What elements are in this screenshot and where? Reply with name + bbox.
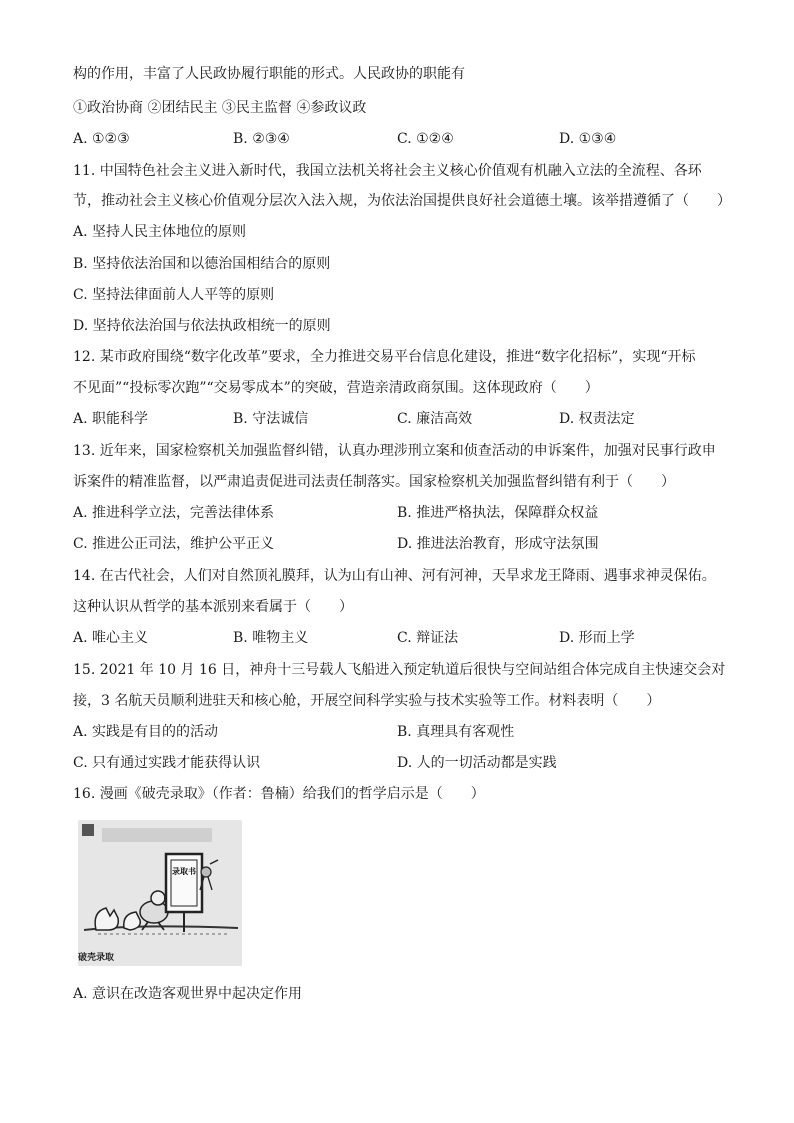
q10-text-tail: 构的作用，丰富了人民政协履行职能的形式。人民政协的职能有 <box>73 66 465 82</box>
q10-option-a[interactable]: A. ①②③ <box>73 131 130 147</box>
q11-option-d[interactable]: D. 坚持依法治国与依法执政相统一的原则 <box>73 318 331 334</box>
q15-options-row2 <box>73 753 733 773</box>
q15-option-b[interactable]: B. 真理具有客观性 <box>397 724 515 740</box>
q13-option-a[interactable]: A. 推进科学立法，完善法律体系 <box>73 505 275 521</box>
q10-items: ①政治协商 ②团结民主 ③民主监督 ④参政议政 <box>73 100 367 116</box>
q10-options <box>73 129 733 149</box>
q14-stem-line2: 这种认识从哲学的基本派别来看属于（ ） <box>73 599 353 615</box>
q12-stem-line2: 不见面”“投标零次跑”“交易零成本”的突破，营造亲清政商氛围。这体现政府（ ） <box>73 380 599 396</box>
q13-stem-line1: 13. 近年来，国家检察机关加强监督纠错，认真办理涉刑立案和侦查活动的申诉案件，加强对民事行政申 <box>73 443 716 459</box>
q13-option-c[interactable]: C. 推进公正司法，维护公平正义 <box>73 536 275 552</box>
q13-option-b[interactable]: B. 推进严格执法，保障群众权益 <box>397 505 599 521</box>
cartoon-sign-text: 录取书 <box>172 867 196 876</box>
q13-options-row2 <box>73 534 733 554</box>
q15-stem-line2: 接，3 名航天员顺利进驻天和核心舱，开展空间科学实验与技术实验等工作。材料表明（ ） <box>73 693 661 709</box>
q12-option-d[interactable]: D. 权责法定 <box>559 411 635 427</box>
q10-option-d[interactable]: D. ①③④ <box>559 131 617 147</box>
q10-option-c[interactable]: C. ①②④ <box>397 131 454 147</box>
q14-stem-line1: 14. 在古代社会，人们对自然顶礼膜拜，认为山有山神、河有河神，天旱求龙王降雨、遇事求神灵保佑。 <box>73 568 716 584</box>
q12-stem-line1: 12. 某市政府围绕“数字化改革”要求，全力推进交易平台信息化建设，推进“数字化招标”，实现“开标 <box>73 349 696 365</box>
q14-options <box>73 628 733 648</box>
q15-option-c[interactable]: C. 只有通过实践才能获得认识 <box>73 755 261 771</box>
q15-stem-line1: 15. 2021 年 10 月 16 日，神舟十三号载人飞船进入预定轨道后很快与空间站组合体完成自主快速交会对 <box>73 662 726 678</box>
q16-option-a[interactable]: A. 意识在改造客观世界中起决定作用 <box>73 986 303 1002</box>
q12-option-b[interactable]: B. 守法诚信 <box>233 411 309 427</box>
q11-option-c[interactable]: C. 坚持法律面前人人平等的原则 <box>73 287 275 303</box>
q14-option-b[interactable]: B. 唯物主义 <box>233 630 309 646</box>
q13-options-row1 <box>73 503 733 523</box>
q10-option-b[interactable]: B. ②③④ <box>233 131 290 147</box>
cartoon-illustration <box>78 820 242 966</box>
q15-option-d[interactable]: D. 人的一切活动都是实践 <box>397 755 557 771</box>
cartoon-figure <box>78 820 242 966</box>
q14-option-a[interactable]: A. 唯心主义 <box>73 630 149 646</box>
q15-options-row1 <box>73 722 733 742</box>
q16-stem-line1: 16. 漫画《破壳录取》（作者：鲁楠）给我们的哲学启示是（ ） <box>73 786 485 802</box>
q12-options <box>73 409 733 429</box>
q13-option-d[interactable]: D. 推进法治教育，形成守法氛围 <box>397 536 599 552</box>
q11-option-a[interactable]: A. 坚持人民主体地位的原则 <box>73 224 247 240</box>
q11-stem-line1: 11. 中国特色社会主义进入新时代，我国立法机关将社会主义核心价值观有机融入立法的全流程、各环 <box>73 163 702 179</box>
q12-option-a[interactable]: A. 职能科学 <box>73 411 149 427</box>
figure-caption: 破壳录取 <box>78 953 115 963</box>
q12-option-c[interactable]: C. 廉洁高效 <box>397 411 473 427</box>
q14-option-c[interactable]: C. 辩证法 <box>397 630 459 646</box>
q15-option-a[interactable]: A. 实践是有目的的活动 <box>73 724 219 740</box>
q11-stem-line2: 节，推动社会主义核心价值观分层次入法入规，为依法治国提供良好社会道德土壤。该举措遵循了（ ） <box>73 193 731 209</box>
q11-option-b[interactable]: B. 坚持依法治国和以德治国相结合的原则 <box>73 256 331 272</box>
q13-stem-line2: 诉案件的精准监督，以严肃追责促进司法责任制落实。国家检察机关加强监督纠错有利于（ ） <box>73 474 675 490</box>
q14-option-d[interactable]: D. 形而上学 <box>559 630 635 646</box>
